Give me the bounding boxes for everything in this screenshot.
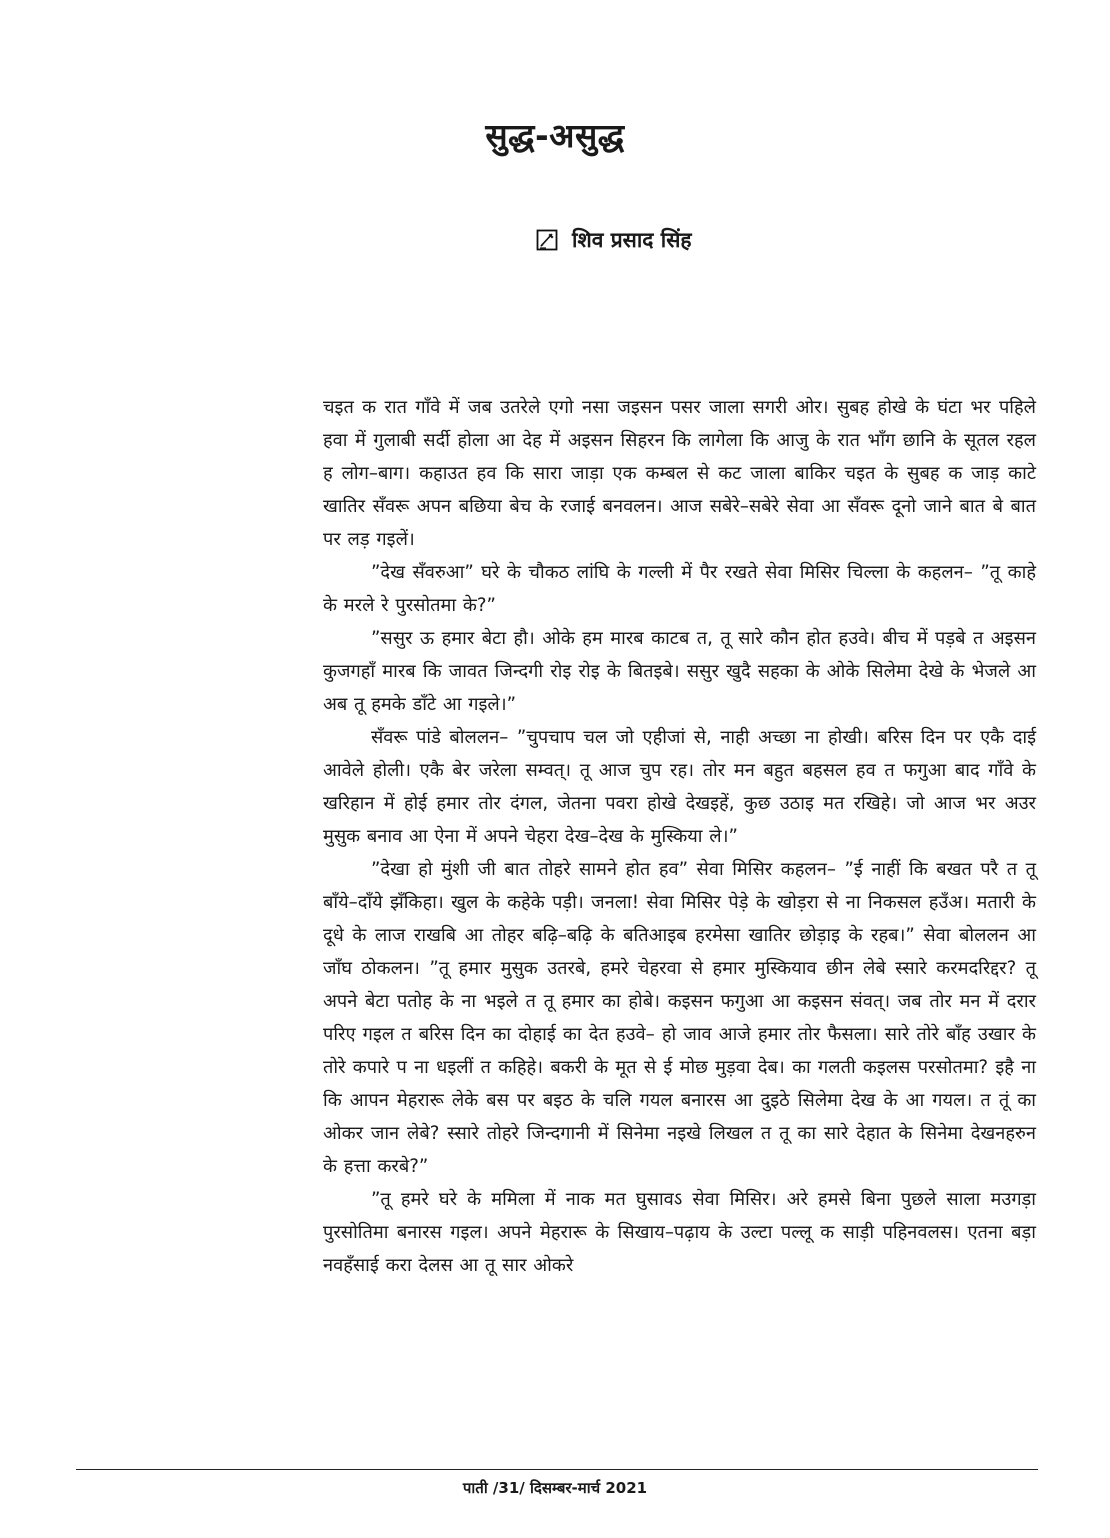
author-byline — [536, 226, 692, 254]
paragraph: ”देखा हो मुंशी जी बात तोहरे सामने होत हव” सेवा मिसिर कहलन– ”ई नाहीं कि बखत परै त तू बाँये–दाँये झँकिहा। खुल के कहेके पड़ी। जनला! सेवा मिसिर पेड़े के खोड़रा से ना निकसल हउँअ। मतारी के दूधे के लाज राखबि आ तोहर बढ़ि–बढ़ि के बतिआइब हरमेसा खातिर छोड़ाइ के रहब।” सेवा बोललन आ जाँघ ठोकलन। ”तू हमार मुसुक उतरबे, हमरे चेहरवा से हमार मुस्कियाव छीन लेबे स्सारे करमदरिद्दर? तू अपने बेटा पतोह के ना भइले त तू हमार का होबे। कइसन फगुआ आ कइसन संवत्। जब तोर मन में दरार परिए गइल त बरिस दिन का दोहाई का देत हउवे– हो जाव आजे हमार तोर फैसला। सारे तोरे बाँह उखार के तोरे कपारे प ना धइलीं त कहिहे। बकरी के मूत से ई मोछ मुड़वा देब। का गलती कइलस परसोतमा? इहै ना कि आपन मेहरारू लेके बस पर बइठ के चलि गयल बनारस आ दुइठे सिलेमा देख के आ गयल। त तूं का ओकर जान लेबे? स्सारे तोहरे जिन्दगानी में सिनेमा नइखे लिखल त तू का सारे देहात के सिनेमा देखनहरुन के हत्ता करबे?” — [323, 859, 1036, 1177]
paragraph: ”देख सँवरुआ” घरे के चौकठ लांघि के गल्ली में पैर रखते सेवा मिसिर चिल्ला के कहलन– ”तू काहे के मरले रे पुरसोतमा के?” — [323, 562, 1036, 616]
page-title: सुद्ध-असुद्ध — [485, 116, 625, 155]
paragraph: सँवरू पांडे बोललन– ”चुपचाप चल जो एहीजां से, नाही अच्छा ना होखी। बरिस दिन पर एकै दाई आवेले होली। एकै बेर जरेला सम्वत्। तू आज चुप रह। तोर मन बहुत बहसल हव त फगुआ बाद गाँवे के खरिहान में होई हमार तोर दंगल, जेतना पवरा होखे देखइहें, कुछ उठाइ मत रखिहे। जो आज भर अउर मुसुक बनाव आ ऐना में अपने चेहरा देख–देख के मुस्किया ले।” — [323, 727, 1036, 847]
footer-divider — [76, 1469, 1038, 1470]
page-footer: पाती /31/ दिसम्बर-मार्च 2021 — [462, 1479, 648, 1497]
author-name: शिव प्रसाद सिंह — [572, 228, 692, 252]
article-body — [323, 391, 1036, 1282]
paragraph: चइत क रात गाँवे में जब उतरेले एगो नसा जइसन पसर जाला सगरी ओर। सुबह होखे के घंटा भर पहिले हवा में गुलाबी सर्दी होला आ देह में अइसन सिहरन कि लागेला कि आजु के रात भाँग छानि के सूतल रहल ह लोग–बाग। कहाउत हव कि सारा जाड़ा एक कम्बल से कट जाला बाकिर चइत के सुबह क जाड़ काटे खातिर सँवरू अपन बछिया बेच के रजाई बनवलन। आज सबेरे–सबेरे सेवा आ सँवरू दूनो जाने बात बे बात पर लड़ गइलें। — [323, 397, 1036, 550]
pen-writing-icon — [536, 229, 558, 251]
paragraph: ”तू हमरे घरे के ममिला में नाक मत घुसावऽ सेवा मिसिर। अरे हमसे बिना पुछले साला मउगड़ा पुरसोतिमा बनारस गइल। अपने मेहरारू के सिखाय–पढ़ाय के उल्टा पल्लू क साड़ी पहिनवलस। एतना बड़ा नवहँसाई करा देलस आ तू सार ओकरे — [323, 1189, 1037, 1276]
paragraph: ”ससुर ऊ हमार बेटा हौ। ओके हम मारब काटब त, तू सारे कौन होत हउवे। बीच में पड़बे त अइसन कुजगहाँ मारब कि जावत जिन्दगी रोइ रोइ के बितइबे। ससुर खुदै सहका के ओके सिलेमा देखे के भेजले आ अब तू हमके डाँटे आ गइले।” — [323, 628, 1037, 715]
